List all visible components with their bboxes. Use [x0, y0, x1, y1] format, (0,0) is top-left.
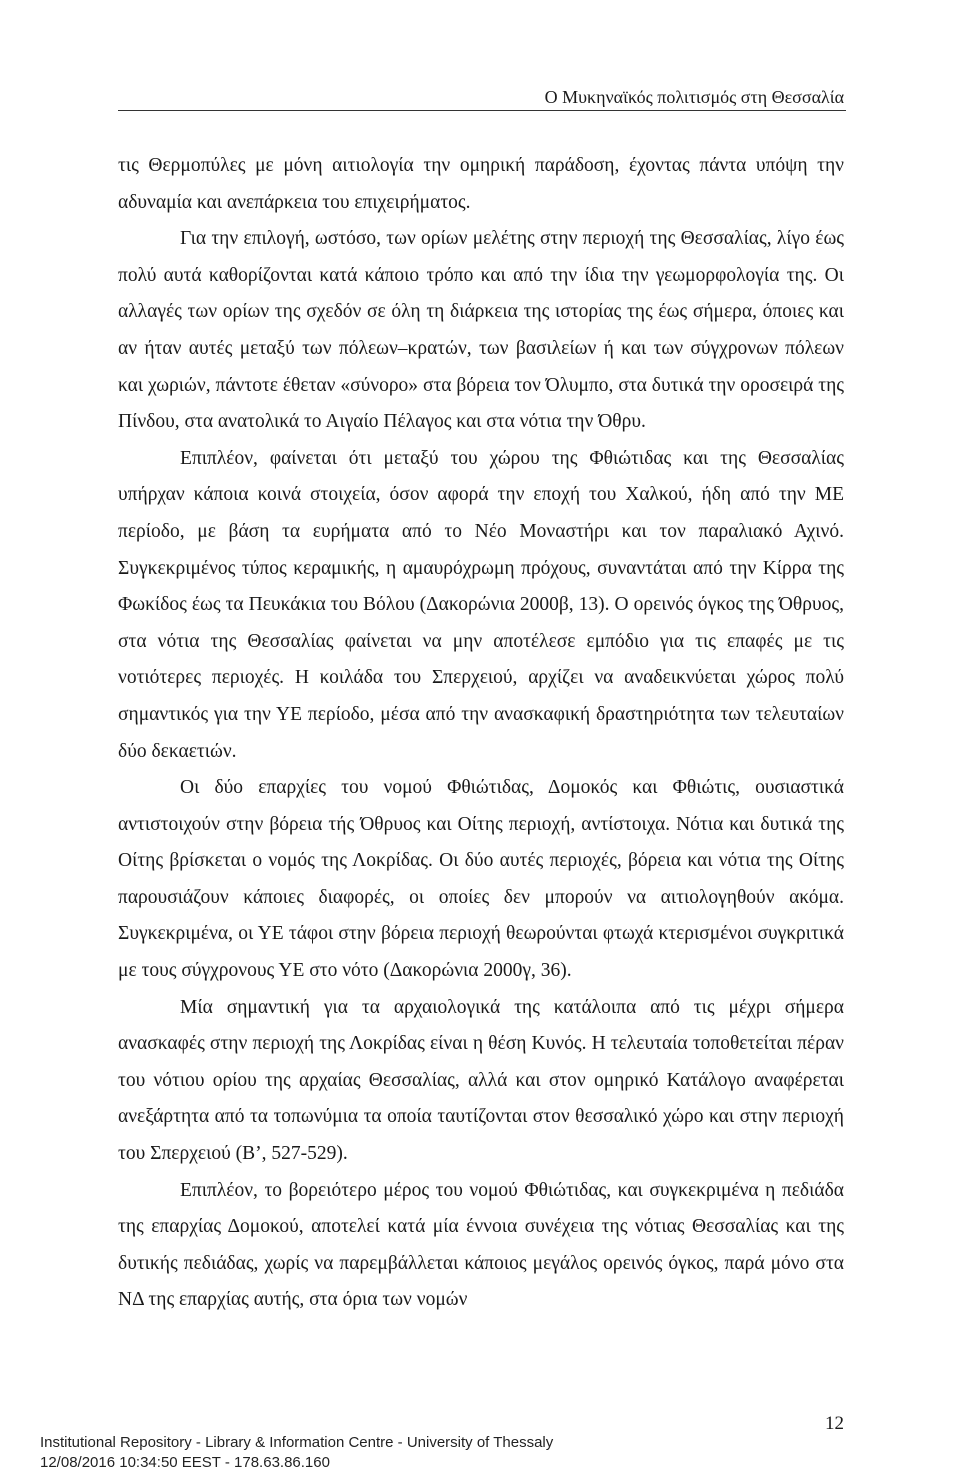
header-rule — [118, 110, 846, 111]
paragraph-3: Επιπλέον, φαίνεται ότι μεταξύ του χώρου της Φθιώτιδας και της Θεσσαλίας υπήρχαν κάποια κοινά στοιχεία, όσον αφορά την εποχή του Χαλκού, ήδη από την ΜΕ περίοδο, με βάση τα ευρήματα από το Νέο Μοναστήρι και τον παραλιακό Αχινό. Συγκεκριμένος τύπος κεραμικής, η αμαυρόχρωμη πρόχους, συναντάται από την Κίρρα της Φωκίδος έως τα Πευκάκια του Βόλου (Δακορώνια 2000β, 13). Ο ορεινός όγκος της Όθρυος, στα νότια της Θεσσαλίας φαίνεται να μην αποτέλεσε εμπόδιο για τις επαφές με τις νοτιότερες περιοχές. Η κοιλάδα του Σπερχειού, αρχίζει να αναδεικνύεται χώρος πολύ σημαντικός για την ΥΕ περίοδο, μέσα από την ανασκαφική δραστηριότητα των τελευταίων δύο δεκαετιών. — [118, 447, 844, 762]
repository-footer: Institutional Repository - Library & Information Centre - University of Thessaly — [40, 1434, 554, 1451]
paragraph-6: Επιπλέον, το βορειότερο μέρος του νομού Φθιώτιδας, και συγκεκριμένα η πεδιάδα της επαρχίας Δομοκού, αποτελεί κατά μία έννοια συνέχεια της νότιας Θεσσαλίας και της δυτικής πεδιάδας, χωρίς να παρεμβάλλεται κάποιος μεγάλος ορεινός όγκος, παρά μόνο στα ΝΔ της επαρχίας αυτής, στα όρια των νομών — [118, 1179, 844, 1311]
paragraph-5: Μία σημαντική για τα αρχαιολογικά της κατάλοιπα από τις μέχρι σήμερα ανασκαφές στην περιοχή της Λοκρίδας είναι η θέση Κυνός. Η τελευταία τοποθετείται πέραν του νότιου ορίου της αρχαίας Θεσσαλίας, αλλά και στον ομηρικό Κατάλογο αναφέρεται ανεξάρτητα από τα τοπωνύμια τα οποία ταυτίζονται στον θεσσαλικό χώρο και στην περιοχή του Σπερχειού (Β’, 527-529). — [118, 996, 844, 1165]
paragraph-1: τις Θερμοπύλες με μόνη αιτιολογία την ομηρική παράδοση, έχοντας πάντα υπόψη την αδυναμία και ανεπάρκεια του επιχειρήματος. — [118, 155, 844, 213]
paragraph-4: Οι δύο επαρχίες του νομού Φθιώτιδας, Δομοκός και Φθιώτις, ουσιαστικά αντιστοιχούν στην βόρεια τής Όθρυος και Οίτης περιοχή, αντίστοιχα. Νότια και δυτικά της Οίτης βρίσκεται ο νομός της Λοκρίδας. Οι δύο αυτές περιοχές, βόρεια και νότια της Οίτης παρουσιάζουν κάποιες διαφορές, οι οποίες δεν μπορούν να αιτιολογηθούν ακόμα. Συγκεκριμένα, οι ΥΕ τάφοι στην βόρεια περιοχή θεωρούνται φτωχά κτερισμένοι συγκριτικά με τους σύγχρονους ΥΕ στο νότο (Δακορώνια 2000γ, 36). — [118, 777, 844, 982]
body-text — [118, 148, 844, 1319]
page-number: 12 — [825, 1413, 844, 1434]
running-header: Ο Μυκηναϊκός πολιτισμός στη Θεσσαλία — [544, 87, 844, 107]
download-stamp: 12/08/2016 10:34:50 EEST - 178.63.86.160 — [40, 1454, 330, 1471]
paragraph-2: Για την επιλογή, ωστόσο, των ορίων μελέτης στην περιοχή της Θεσσαλίας, λίγο έως πολύ αυτά καθορίζονται κατά κάποιο τρόπο και από την ίδια την γεωμορφολογία της. Οι αλλαγές των ορίων της σχεδόν σε όλη τη διάρκεια της ιστορίας της έως σήμερα, όποιες και αν ήταν αυτές μεταξύ των πόλεων–κρατών, των βασιλείων ή και των σύγχρονων πόλεων και χωριών, πάντοτε έθεταν «σύνορο» στα βόρεια τον Όλυμπο, στα δυτικά την οροσειρά της Πίνδου, στα ανατολικά το Αιγαίο Πέλαγος και στα νότια την Όθρυ. — [118, 228, 844, 433]
